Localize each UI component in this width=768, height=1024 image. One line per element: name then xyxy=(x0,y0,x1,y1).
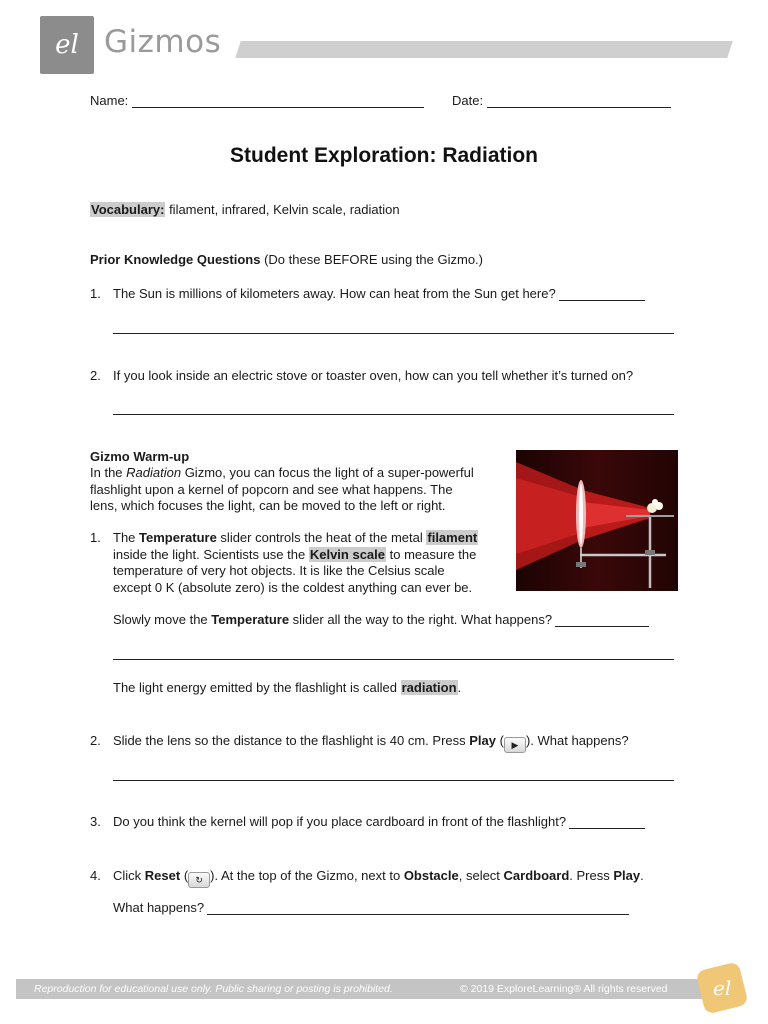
intro-text: In the xyxy=(90,465,127,480)
question-text: Do you think the kernel will pop if you place cardboard in front of the flashlight? xyxy=(113,814,567,829)
prior-question-1 xyxy=(90,286,645,301)
question-number: 1. xyxy=(90,286,101,301)
warmup-question-4 xyxy=(90,868,644,888)
answer-blank[interactable] xyxy=(559,287,645,301)
warmup-heading: Gizmo Warm-up xyxy=(90,449,190,464)
prior-question-2 xyxy=(90,368,633,383)
footer-disclaimer: Reproduction for educational use only. Public sharing or posting is prohibited. xyxy=(34,983,393,995)
question-text: temperature of very hot objects. It is like the Celsius scale xyxy=(113,563,445,578)
question-text: to measure the xyxy=(386,546,477,562)
footer-logo xyxy=(695,961,748,1014)
warmup-question-3 xyxy=(90,814,645,829)
prior-knowledge-title: Prior Knowledge Questions xyxy=(90,252,261,267)
question-text: If you look inside an electric stove or toaster oven, how can you tell whether it’s turned on? xyxy=(113,368,634,383)
question-number: 2. xyxy=(90,733,101,748)
warmup-question-1 xyxy=(90,530,510,596)
warmup-question-2 xyxy=(90,733,629,753)
intro-text: lens, which focuses the light, can be moved to the left or right. xyxy=(90,498,446,513)
what-happens-prompt xyxy=(113,900,629,915)
light-energy-statement xyxy=(113,680,461,695)
term-temperature: Temperature xyxy=(139,530,217,545)
reset-icon[interactable]: ↻ xyxy=(188,872,210,888)
answer-line[interactable] xyxy=(113,333,674,334)
answer-line[interactable] xyxy=(113,414,674,415)
question-text: , select xyxy=(458,868,504,883)
question-text: ). At the top of the Gizmo, next to xyxy=(210,868,404,883)
prior-knowledge-note: (Do these BEFORE using the Gizmo.) xyxy=(260,252,483,267)
footer-copyright: © 2019 ExploreLearning® All rights reserved xyxy=(460,983,668,995)
term-reset: Reset xyxy=(144,868,181,883)
question-number: 1. xyxy=(90,530,101,545)
question-text: slider controls the heat of the metal xyxy=(216,530,427,545)
statement-text: . xyxy=(457,680,462,695)
intro-text: Gizmo, you can focus the light of a super-powerful xyxy=(181,465,474,480)
question-text: The Sun is millions of kilometers away. How can heat from the Sun get here? xyxy=(113,286,556,301)
statement-text: The light energy emitted by the flashlight is called xyxy=(113,680,401,695)
page-title: Student Exploration: Radiation xyxy=(230,144,538,167)
question-text: except 0 K (absolute zero) is the coldest anything can ever be. xyxy=(113,579,473,595)
warmup-intro xyxy=(90,465,510,515)
answer-line[interactable] xyxy=(113,780,674,781)
vocabulary-terms: filament, infrared, Kelvin scale, radiation xyxy=(165,202,400,217)
answer-blank[interactable] xyxy=(555,613,649,627)
question-text: ). What happens? xyxy=(525,733,629,748)
question-text: The xyxy=(113,530,140,545)
play-icon[interactable]: ▶ xyxy=(504,737,526,753)
prompt-text: Slowly move the xyxy=(113,612,212,627)
question-text: ( xyxy=(180,868,189,883)
name-field[interactable] xyxy=(90,93,424,108)
radiation-gizmo-image xyxy=(516,450,678,591)
footer-logo-text: el xyxy=(712,976,732,1001)
term-temperature: Temperature xyxy=(211,612,290,627)
name-label: Name: xyxy=(90,93,129,108)
question-text: inside the light. Scientists use the xyxy=(113,546,309,562)
question-text: Slide the lens so the distance to the flashlight is 40 cm. Press xyxy=(113,733,470,748)
flashlight-lens-illustration xyxy=(516,450,678,591)
question-text: . xyxy=(640,868,644,883)
question-text: Click xyxy=(113,868,145,883)
explorelearning-logo xyxy=(40,16,94,74)
question-text: . Press xyxy=(569,868,614,883)
question-number: 4. xyxy=(90,868,101,883)
logo-text: el xyxy=(55,30,79,60)
header-decorative-bar xyxy=(235,41,733,58)
term-play: Play xyxy=(469,733,496,748)
date-blank[interactable] xyxy=(487,94,671,108)
answer-blank[interactable] xyxy=(207,901,629,915)
vocabulary-label: Vocabulary: xyxy=(91,202,165,217)
term-filament: filament xyxy=(427,530,478,545)
answer-line[interactable] xyxy=(113,659,674,660)
question-text: ( xyxy=(496,733,504,748)
prompt-text: What happens? xyxy=(113,900,205,915)
question-number: 3. xyxy=(90,814,101,829)
term-kelvin-scale: Kelvin scale xyxy=(309,546,385,562)
prompt-text: slider all the way to the right. What happens? xyxy=(289,612,553,627)
slowly-move-prompt xyxy=(113,612,649,627)
answer-blank[interactable] xyxy=(569,815,645,829)
intro-text: flashlight upon a kernel of popcorn and see what happens. The xyxy=(90,481,453,497)
question-number: 2. xyxy=(90,368,101,383)
brand-title: Gizmos xyxy=(104,24,222,60)
term-radiation: radiation xyxy=(401,680,457,695)
term-obstacle: Obstacle xyxy=(403,868,459,883)
date-field[interactable] xyxy=(452,93,671,108)
name-blank[interactable] xyxy=(132,94,424,108)
date-label: Date: xyxy=(452,93,484,108)
prior-knowledge-heading xyxy=(90,252,483,267)
vocabulary xyxy=(90,202,400,217)
intro-italic: Radiation xyxy=(126,465,182,480)
term-play: Play xyxy=(613,868,641,883)
term-cardboard: Cardboard xyxy=(503,868,570,883)
